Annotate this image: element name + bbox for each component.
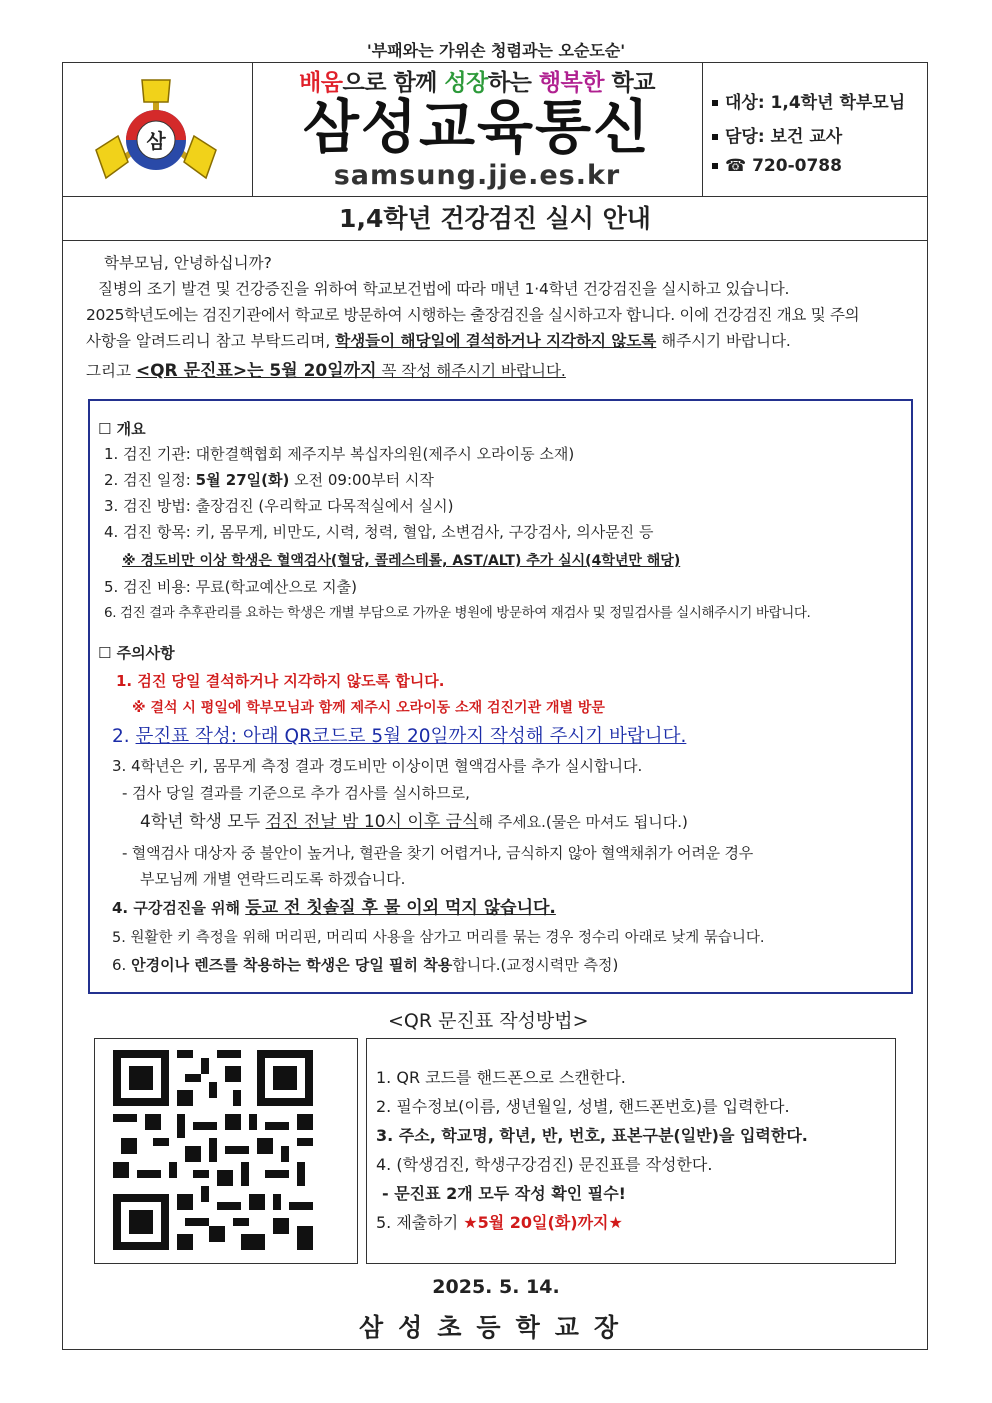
caution-6: 6. 안경이나 렌즈를 착용하는 학생은 당일 필히 착용합니다.(교정시력만 측정) [112, 956, 619, 974]
intro-greeting: 학부모님, 안녕하십니까? [104, 254, 272, 272]
info-phone: ☎ 720-0788 [712, 156, 842, 176]
emblem-letter: 삼 [146, 129, 166, 153]
caution-3-sub-3: - 혈액검사 대상자 중 불안이 높거나, 혈관을 찾기 어렵거나, 금식하지 않아 혈액채취가 어려운 경우 [122, 844, 754, 862]
intro-paragraph-1: 질병의 조기 발견 및 건강증진을 위하여 학교보건법에 따라 매년 1·4학년 건강검진을 실시하고 있습니다. [98, 280, 790, 298]
school-emblem-icon [92, 78, 220, 186]
overview-item-5: 5. 검진 비용: 무료(학교예산으로 지출) [104, 578, 358, 596]
qr-step-4-note: - 문진표 2개 모두 작성 확인 필수! [382, 1184, 626, 1203]
school-motto: '부패와는 가위손 청렴과는 오순도순' [366, 41, 626, 60]
document-title: 1,4학년 건강검진 실시 안내 [62, 197, 928, 241]
school-url: samsung.jje.es.kr [333, 160, 621, 191]
newsletter-title: 삼성교육통신 [302, 93, 652, 161]
qr-step-3: 3. 주소, 학교명, 학년, 반, 번호, 표본구분(일반)을 입력한다. [376, 1126, 808, 1145]
overview-heading: ☐ 개요 [98, 420, 146, 438]
caution-4: 4. 구강검진을 위해 등교 전 칫솔질 후 물 이외 먹지 않습니다. [112, 898, 556, 918]
caution-3: 3. 4학년은 키, 몸무게 측정 결과 경도비만 이상이면 혈액검사를 추가 실시합니다. [112, 757, 643, 775]
intro-paragraph-2: 2025학년도에는 검진기관에서 학교로 방문하여 시행하는 출장검진을 실시하고자 합니다. 이에 건강검진 개요 및 주의 [86, 306, 860, 324]
overview-item-2: 2. 검진 일정: 5월 27일(화) 오전 09:00부터 시작 [104, 471, 434, 489]
info-target: 대상: 1,4학년 학부모님 [712, 88, 905, 113]
caution-3-sub-4: 부모님께 개별 연락드리도록 하겠습니다. [140, 870, 406, 888]
intro-paragraph-3: 사항을 알려드리니 참고 부탁드리며, 학생들이 해당일에 결석하거나 지각하지 않도록 해주시기 바랍니다. [86, 332, 791, 350]
qr-section-title: <QR 문진표 작성방법> [388, 1010, 589, 1032]
caution-1-note: ※ 결석 시 평일에 학부모님과 함께 제주시 오라이동 소재 검진기관 개별 방문 [132, 700, 605, 716]
qr-step-2: 2. 필수정보(이름, 생년월일, 성별, 핸드폰번호)를 입력한다. [376, 1097, 790, 1116]
caution-2: 2. 문진표 작성: 아래 QR코드로 5월 20일까지 작성해 주시기 바랍니다. [112, 726, 687, 747]
qr-code-icon [106, 1050, 320, 1250]
info-contact-person: 담당: 보건 교사 [712, 122, 842, 147]
issue-date: 2025. 5. 14. [432, 1276, 560, 1298]
qr-step-4: 4. (학생검진, 학생구강검진) 문진표를 작성한다. [376, 1155, 713, 1174]
caution-3-sub-2: 4학년 학생 모두 검진 전날 밤 10시 이후 금식해 주세요.(물은 마셔도 됩니다.) [140, 812, 688, 832]
cautions-heading: ☐ 주의사항 [98, 644, 175, 662]
overview-item-6: 6. 검진 결과 추후관리를 요하는 학생은 개별 부담으로 가까운 병원에 방문하여 재검사 및 정밀검사를 실시해주시기 바랍니다. [104, 605, 811, 621]
overview-item-1: 1. 검진 기관: 대한결핵협회 제주지부 복십자의원(제주시 오라이동 소재) [104, 445, 575, 463]
caution-3-sub-1: - 검사 당일 결과를 기준으로 추가 검사를 실시하므로, [122, 784, 470, 802]
overview-item-4: 4. 검진 항목: 키, 몸무게, 비만도, 시력, 청력, 혈압, 소변검사, 구강검사, 의사문진 등 [104, 523, 654, 541]
school-principal: 삼성초등학교장 [358, 1313, 634, 1342]
school-slogan: 배움으로 함께 성장하는 행복한 학교 [299, 70, 655, 96]
overview-item-3: 3. 검진 방법: 출장검진 (우리학교 다목적실에서 실시) [104, 497, 454, 515]
caution-5: 5. 원활한 키 측정을 위해 머리핀, 머리띠 사용을 삼가고 머리를 묶는 경우 정수리 아래로 낮게 묶습니다. [112, 930, 765, 946]
overview-note: ※ 경도비만 이상 학생은 혈액검사(혈당, 콜레스테롤, AST/ALT) 추가 실시(4학년만 해당) [122, 553, 681, 569]
caution-1: 1. 검진 당일 결석하거나 지각하지 않도록 합니다. [116, 672, 445, 690]
qr-step-1: 1. QR 코드를 핸드폰으로 스캔한다. [376, 1068, 626, 1087]
intro-paragraph-4: 그리고 <QR 문진표>는 5월 20일까지 꼭 작성 해주시기 바랍니다. [86, 361, 566, 381]
qr-step-5: 5. 제출하기 ★5월 20일(화)까지★ [376, 1213, 623, 1232]
